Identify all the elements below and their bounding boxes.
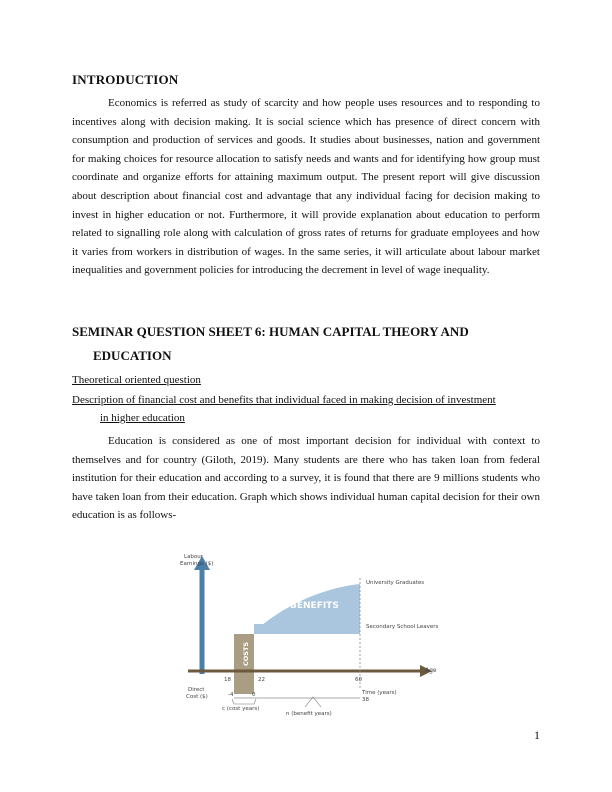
page-number: 1 xyxy=(534,728,540,742)
theoretical-subheading: Theoretical oriented question xyxy=(72,374,201,386)
costs-label: COSTS xyxy=(242,641,250,666)
direct-cost-label-1: Direct xyxy=(188,687,205,693)
benefit-brace xyxy=(305,697,321,707)
introduction-heading: INTRODUCTION xyxy=(72,72,179,87)
tick-38: 38 xyxy=(362,697,369,703)
tick-neg4: -4 xyxy=(228,692,234,698)
seminar-heading-line2: EDUCATION xyxy=(93,348,172,363)
tick-18: 18 xyxy=(224,677,231,683)
cost-years-label: c (cost years) xyxy=(222,706,260,712)
education-paragraph: Education is considered as one of most important decision for individual with context to themselves and for country (Giloth, 2019). Many students are there who has taken loan from federal institution for their education and according to a survey, it is found that there are 9 millions students who have taken loan from their education. Graph which shows individual human capital decision for their own education is as follows- xyxy=(72,435,540,522)
question-line2: in higher education xyxy=(100,412,185,424)
age-label: Age xyxy=(425,667,437,674)
benefit-years-label: n (benefit years) xyxy=(286,711,332,717)
cost-brace xyxy=(232,699,256,704)
seminar-heading xyxy=(72,320,540,368)
tick-0: 0 xyxy=(252,692,256,698)
y-axis-label-2: Earnings ($) xyxy=(180,561,214,567)
time-label: Time (years) xyxy=(362,690,397,696)
benefits-band xyxy=(254,624,360,634)
human-capital-graph xyxy=(170,548,460,720)
question-heading xyxy=(72,391,540,427)
question-line1: Description of financial cost and benefits that individual faced in making decision of investment xyxy=(72,394,496,406)
direct-cost-label-2: Cost ($) xyxy=(186,694,208,700)
benefits-label: BENEFITS xyxy=(290,601,339,611)
tick-60: 60 xyxy=(355,677,362,683)
tick-22: 22 xyxy=(258,677,265,683)
secondary-label: Secondary School Leavers xyxy=(366,624,439,630)
seminar-heading-line1: SEMINAR QUESTION SHEET 6: HUMAN CAPITAL THEORY AND xyxy=(72,324,469,339)
introduction-paragraph: Economics is referred as study of scarcity and how people uses resources and to responding to incentives along with decision making. It is social science which has presence of direct concern with consumption and production of services and goods. It studies about businesses, nation and government for making choices for resource allocation to satisfy needs and wants and for identifying how group must coordinate and organize efforts for attaining maximum output. The present report will give discussion about description about financial cost and advantage that any individual facing for decision making to invest in higher education or not. Furthermore, it will provide explanation about education to perform related to signalling role along with calculation of gross rates of returns for graduate employees and how it varies from workers in distribution of wages. In the same series, it will articulate about labour market inequalities and government policies for introducing the decrement in level of wage inequality. xyxy=(72,97,540,277)
y-axis-label-1: Labour xyxy=(184,554,204,560)
university-label: University Graduates xyxy=(366,580,425,586)
